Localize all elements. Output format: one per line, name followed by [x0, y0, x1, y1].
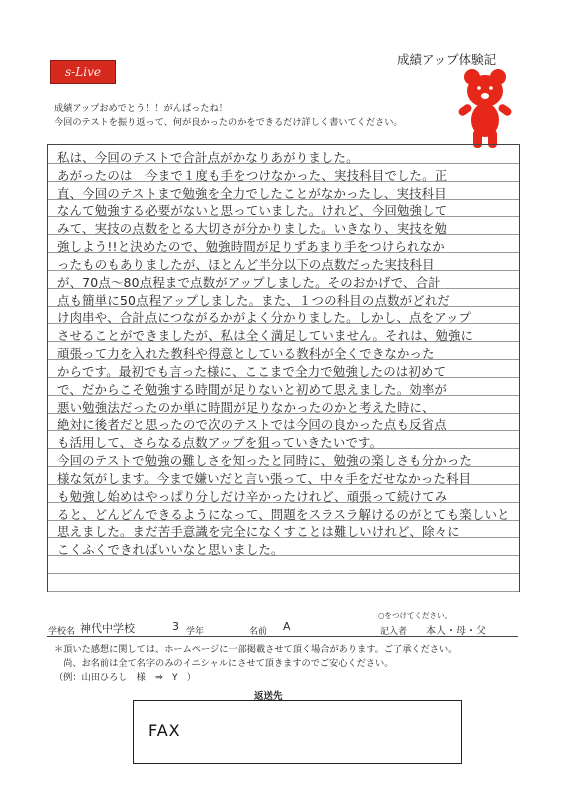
intro-text	[54, 102, 403, 130]
essay-text: も活用して、さらなる点数アップを狙っていきたいです。	[57, 435, 383, 451]
essay-text: 悪い勉強法だったのか単に時間が足りなかったのかと考えた時に、	[57, 399, 435, 415]
essay-line	[48, 448, 519, 467]
essay-line	[48, 502, 519, 521]
essay-line	[48, 288, 519, 307]
essay-line	[48, 270, 519, 289]
essay-text: け肉串や、合計点につながるかがよく分かりました。しかし、点をアップ	[57, 310, 472, 326]
writer-options: 本人・母・父	[426, 626, 486, 637]
essay-line	[48, 537, 519, 556]
essay-text: ると、どんどんできるようになって、問題をスラスラ解けるのがとても楽しいと	[57, 506, 510, 522]
page-title: 成績アップ体験記	[397, 52, 497, 67]
essay-text: 点も簡単に50点程アップしました。また、１つの科目の点数がどれだ	[57, 292, 451, 308]
logo	[50, 60, 116, 84]
essay-line	[48, 466, 519, 485]
essay-text: 思えました。まだ苦手意識を完全になくすことは難しいけれど、除々に	[57, 524, 460, 540]
form-underline	[47, 636, 518, 637]
return-address-box	[133, 700, 462, 764]
school-value: 神代中学校	[80, 622, 135, 635]
footer-line: 尚、お名前は全て名字のみのイニシャルにさせて頂きますのでご安心ください。	[54, 658, 394, 669]
essay-line	[48, 484, 519, 503]
essay-line	[48, 252, 519, 271]
essay-text: からです。最初でも言った様に、ここまで全力で勉強したのは初めて	[57, 363, 447, 379]
name-label: 名前	[249, 627, 268, 637]
essay-text: 頑張って力を入れた教科や得意としている教科が全くできなかった	[57, 346, 435, 362]
essay-text: 今回のテストで勉強の難しさを知ったと同時に、勉強の楽しさも分かった	[57, 453, 472, 469]
essay-text: で、だからこそ勉強する時間が足りないと初めて思えました。効率が	[57, 381, 448, 397]
writer-label: 記入者	[380, 627, 408, 637]
fax-label: FAX	[148, 721, 181, 740]
logo-text: s-Live	[65, 65, 101, 79]
essay-text: ったものもありましたが、ほとんど半分以下の点数だった実技科目	[57, 256, 435, 272]
essay-text: こくふくできればいいなと思いました。	[57, 542, 284, 558]
essay-line	[48, 573, 519, 592]
name-value: A	[283, 620, 291, 633]
intro-line: 今回のテストを振り返って、何が良かったのかをできるだけ詳しく書いてください。	[54, 117, 403, 128]
essay-line	[48, 341, 519, 360]
essay-line	[48, 430, 519, 449]
circle-note: ○をつけてください。	[378, 611, 453, 620]
essay-text: あがったのは 今まで１度も手をつけなかった、実技科目でした。正	[57, 167, 448, 183]
essay-text: 直、今回のテストまで勉強を全力でしたことがなかったし、実技科目	[57, 185, 447, 201]
essay-text: させることができましたが、私は全く満足していません。それは、勉強に	[57, 328, 474, 344]
essay-text: 強しよう!!と決めたので、勉強時間が足りずあまり手をつけられなか	[57, 239, 445, 255]
essay-text: 私は、今回のテストで合計点がかなりあがりました。	[57, 149, 359, 165]
essay-line	[48, 199, 519, 218]
return-address-label: 返送先	[254, 691, 283, 702]
essay-text: 様な気がします。今まで嫌いだと言い張って、中々手をだせなかった科目	[57, 470, 472, 486]
red-bear-mascot-icon	[452, 68, 518, 150]
grade-value: 3	[172, 620, 179, 633]
essay-text: も勉強し始めはやっぱり分しだけ辛かったけれど、頑張って続けてみ	[57, 488, 448, 504]
essay-line	[48, 377, 519, 396]
footer-line: ＊頂いた感想に関しては、ホームページに一部掲載させて頂く場合があります。ご了承ください。	[54, 644, 458, 655]
essay-text: 絶対に後者だと思ったので次のテストでは今回の良かった点も反省点	[57, 417, 447, 433]
essay-text: みて、実技の点数をとる大切さが分かりました。いきなり、実技を勉	[57, 221, 448, 237]
essay-text: なんて勉強する必要がないと思っていました。けれど、今回勉強して	[57, 203, 448, 219]
intro-line: 成績アップおめでとう！！がんばったね！	[54, 103, 228, 114]
essay-line	[48, 234, 519, 253]
essay-line	[48, 520, 519, 539]
essay-line	[48, 216, 519, 235]
essay-line	[48, 323, 519, 342]
essay-line	[48, 181, 519, 200]
grade-label: 学年	[186, 627, 205, 637]
essay-line	[48, 306, 519, 325]
essay-line	[48, 163, 519, 182]
essay-line	[48, 145, 519, 164]
essay-line	[48, 395, 519, 414]
footer-line: （例：山田ひろし 様 ⇒ Y ）	[54, 672, 196, 683]
essay-line	[48, 413, 519, 432]
essay-line	[48, 359, 519, 378]
essay-sheet	[47, 144, 520, 592]
essay-line	[48, 555, 519, 574]
essay-text: が、70点～80点程まで点数がアップしました。そのおかげで、合計	[57, 274, 441, 290]
school-label: 学校名	[48, 627, 76, 637]
